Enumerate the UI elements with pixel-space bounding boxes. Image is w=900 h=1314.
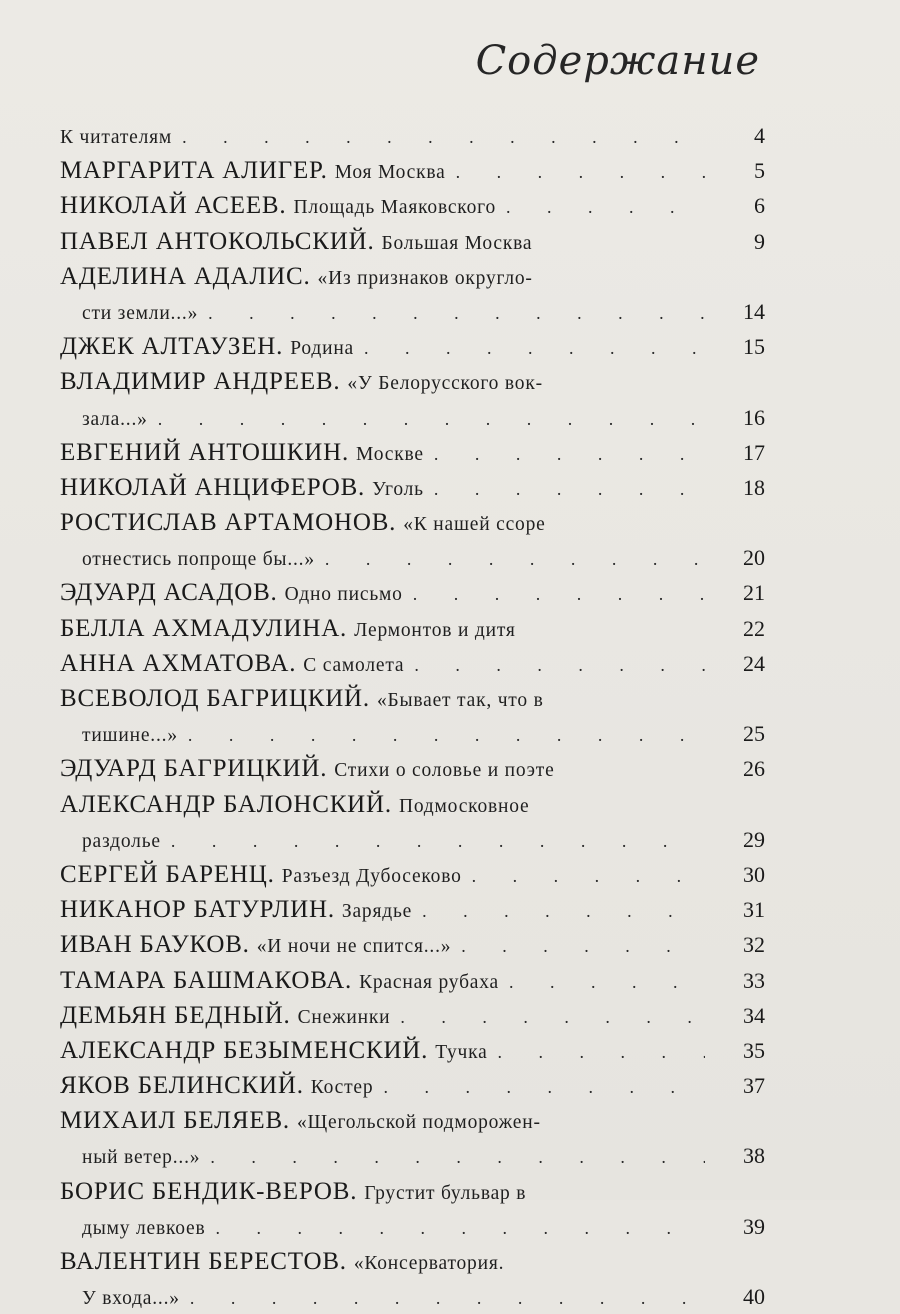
toc-line [60, 153, 765, 188]
toc-line [60, 751, 765, 786]
toc-entry [60, 118, 765, 153]
toc-entry [60, 153, 765, 188]
toc-entry [60, 435, 765, 470]
leader-dots [413, 577, 705, 610]
toc-line [60, 1033, 765, 1068]
author-name: СЕРГЕЙ БАРЕНЦ. [60, 860, 275, 888]
page-number: 34 [743, 1002, 765, 1028]
author-name: НИКОЛАЙ АНЦИФЕРОВ. [60, 473, 366, 501]
author-name: ПАВЕЛ АНТОКОЛЬСКИЙ. [60, 227, 375, 255]
author-name: АДЕЛИНА АДАЛИС. [60, 262, 311, 290]
leader-dots [414, 648, 705, 681]
toc-line-continuation [60, 716, 765, 751]
work-title: Грустит бульвар в [364, 1182, 527, 1204]
toc-entry [60, 1068, 765, 1103]
toc-line [60, 575, 765, 610]
page-number: 18 [743, 474, 765, 500]
author-name: ДЖЕК АЛТАУЗЕН. [60, 333, 284, 361]
leader-dots [364, 331, 705, 364]
toc-entry [60, 188, 765, 223]
toc-entry [60, 505, 765, 575]
toc-entry [60, 329, 765, 364]
toc-line-continuation [60, 1209, 765, 1244]
leader-dots [472, 859, 705, 892]
author-name: АЛЕКСАНДР БАЛОНСКИЙ. [60, 790, 392, 818]
toc-entry [60, 470, 765, 505]
work-title: С самолета [303, 654, 405, 676]
work-title: Лермонтов и дитя [354, 619, 516, 641]
page-number: 22 [743, 615, 765, 641]
work-title: Разъезд Дубосеково [281, 865, 462, 887]
leader-dots [182, 120, 705, 153]
table-of-contents [60, 118, 765, 1314]
leader-dots [325, 542, 705, 575]
page-number: 14 [743, 298, 765, 324]
work-title: Площадь Маяковского [293, 197, 497, 219]
author-name: АЛЕКСАНДР БЕЗЫМЕНСКИЙ. [60, 1036, 429, 1064]
author-name: НИКОЛАЙ АСЕЕВ. [60, 192, 287, 220]
author-name: ВЛАДИМИР АНДРЕЕВ. [60, 368, 341, 396]
page-number: 39 [743, 1213, 765, 1239]
page-number: 20 [743, 545, 765, 571]
toc-entry [60, 927, 765, 962]
toc-entry [60, 1244, 765, 1314]
author-name: ЭДУАРД БАГРИЦКИЙ. [60, 755, 328, 783]
leader-dots [456, 155, 705, 188]
author-name: ЯКОВ БЕЛИНСКИЙ. [60, 1072, 304, 1100]
toc-entry [60, 575, 765, 610]
page-number: 15 [743, 334, 765, 360]
toc-entry [60, 857, 765, 892]
author-name: БОРИС БЕНДИК-ВЕРОВ. [60, 1177, 358, 1205]
leader-dots [208, 296, 705, 329]
page-title: Содержание [475, 38, 760, 84]
work-title: Зарядье [341, 901, 413, 923]
work-title: «У Белорусского вок- [347, 373, 543, 395]
toc-line [60, 259, 765, 294]
toc-line-continuation [60, 1138, 765, 1173]
work-title: Стихи о соловье и поэте [334, 760, 555, 782]
work-title: Подмосковное [398, 795, 530, 817]
toc-line-continuation [60, 1279, 765, 1314]
work-title: Уголь [372, 478, 424, 500]
work-title-continuation: У входа...» [82, 1288, 180, 1310]
toc-entry [60, 1103, 765, 1173]
page-number: 17 [743, 439, 765, 465]
page-number: 30 [743, 861, 765, 887]
toc-line-continuation [60, 400, 765, 435]
leader-dots [434, 472, 705, 505]
work-title-continuation: сти земли...» [82, 302, 199, 324]
toc-entry [60, 963, 765, 998]
toc-line [60, 857, 765, 892]
toc-line [60, 611, 765, 646]
leader-dots [210, 1140, 705, 1173]
toc-entry [60, 646, 765, 681]
toc-entry [60, 259, 765, 329]
author-name: ДЕМЬЯН БЕДНЫЙ. [60, 1001, 291, 1029]
toc-line-continuation [60, 540, 765, 575]
work-title-continuation: зала...» [82, 408, 148, 430]
toc-entry [60, 1174, 765, 1244]
work-title-continuation: раздолье [82, 830, 161, 852]
work-title: Одно письмо [284, 584, 403, 606]
toc-entry [60, 681, 765, 751]
page-number: 26 [743, 756, 765, 782]
work-title-continuation: тишине...» [82, 725, 178, 747]
leader-dots [400, 1000, 705, 1033]
page-number: 16 [743, 404, 765, 430]
work-title-continuation: отнестись попроще бы...» [82, 549, 315, 571]
author-name: БЕЛЛА АХМАДУЛИНА. [60, 614, 348, 642]
author-name: ИВАН БАУКОВ. [60, 931, 250, 959]
page-number: 35 [743, 1037, 765, 1063]
toc-line [60, 505, 765, 540]
toc-line [60, 188, 765, 223]
leader-dots [506, 190, 705, 223]
toc-line [60, 927, 765, 962]
leader-dots [434, 437, 705, 470]
toc-line [60, 224, 765, 259]
work-title: «Из признаков округло- [317, 267, 533, 289]
author-name: ВСЕВОЛОД БАГРИЦКИЙ. [60, 685, 370, 712]
work-title: «Консерватория. [353, 1253, 505, 1274]
work-title: «И ночи не спится...» [256, 936, 452, 958]
work-title: К читателям [60, 127, 173, 148]
leader-dots [216, 1211, 705, 1244]
toc-line-continuation [60, 822, 765, 857]
leader-dots [509, 965, 705, 998]
work-title: Большая Москва [381, 232, 533, 254]
work-title: «Щегольской подморожен- [296, 1112, 541, 1134]
leader-dots [190, 1281, 705, 1314]
page-number: 29 [743, 826, 765, 852]
page-number: 24 [743, 650, 765, 676]
leader-dots [383, 1070, 705, 1103]
toc-entry [60, 1033, 765, 1068]
toc-line [60, 998, 765, 1033]
toc-entry [60, 364, 765, 434]
page-number: 31 [743, 897, 765, 923]
work-title: Красная рубаха [359, 971, 499, 993]
leader-dots [422, 894, 705, 927]
toc-line [60, 892, 765, 927]
work-title: Тучка [435, 1041, 488, 1063]
work-title: «Бывает так, что в [376, 690, 544, 711]
page-number: 33 [743, 967, 765, 993]
page-number: 40 [743, 1284, 765, 1310]
toc-line [60, 1103, 765, 1138]
work-title-continuation: дыму левкоев [82, 1217, 206, 1239]
toc-line-continuation [60, 294, 765, 329]
author-name: ЭДУАРД АСАДОВ. [60, 579, 278, 607]
work-title: «К нашей ссоре [403, 514, 546, 536]
page-number: 38 [743, 1143, 765, 1169]
toc-entry [60, 611, 765, 646]
work-title-continuation: ный ветер...» [82, 1147, 201, 1169]
page-number: 21 [743, 580, 765, 606]
work-title: Снежинки [297, 1006, 391, 1028]
toc-line [60, 681, 765, 716]
page-number: 37 [743, 1073, 765, 1099]
toc-line [60, 963, 765, 998]
toc-line [60, 646, 765, 681]
leader-dots [171, 824, 705, 857]
toc-line [60, 787, 765, 822]
page-number: 5 [754, 158, 765, 184]
toc-line [60, 470, 765, 505]
page-number: 6 [754, 193, 765, 219]
work-title: Родина [290, 338, 355, 360]
work-title: Костер [310, 1077, 374, 1099]
author-name: ТАМАРА БАШМАКОВА. [60, 966, 353, 994]
leader-dots [158, 402, 705, 435]
toc-entry [60, 787, 765, 857]
work-title: Москве [356, 443, 424, 465]
author-name: РОСТИСЛАВ АРТАМОНОВ. [60, 509, 397, 537]
toc-line [60, 364, 765, 399]
author-name: НИКАНОР БАТУРЛИН. [60, 896, 335, 924]
author-name: МИХАИЛ БЕЛЯЕВ. [60, 1107, 290, 1135]
leader-dots [498, 1035, 705, 1068]
author-name: ЕВГЕНИЙ АНТОШКИН. [60, 438, 350, 466]
author-name: МАРГАРИТА АЛИГЕР. [60, 157, 328, 185]
page-number: 32 [743, 932, 765, 958]
leader-dots [461, 929, 705, 962]
toc-line [60, 1244, 765, 1279]
page-number: 4 [754, 123, 765, 148]
toc-line [60, 329, 765, 364]
toc-entry [60, 892, 765, 927]
toc-entry [60, 751, 765, 786]
work-title: Моя Москва [334, 162, 446, 184]
toc-entry [60, 224, 765, 259]
toc-line [60, 1068, 765, 1103]
page-number: 9 [754, 228, 765, 254]
author-name: ВАЛЕНТИН БЕРЕСТОВ. [60, 1248, 347, 1275]
author-name: АННА АХМАТОВА. [60, 649, 297, 677]
toc-line [60, 435, 765, 470]
leader-dots [188, 718, 705, 751]
toc-entry [60, 998, 765, 1033]
page-number: 25 [743, 721, 765, 747]
toc-line [60, 1174, 765, 1209]
toc-line [60, 118, 765, 153]
